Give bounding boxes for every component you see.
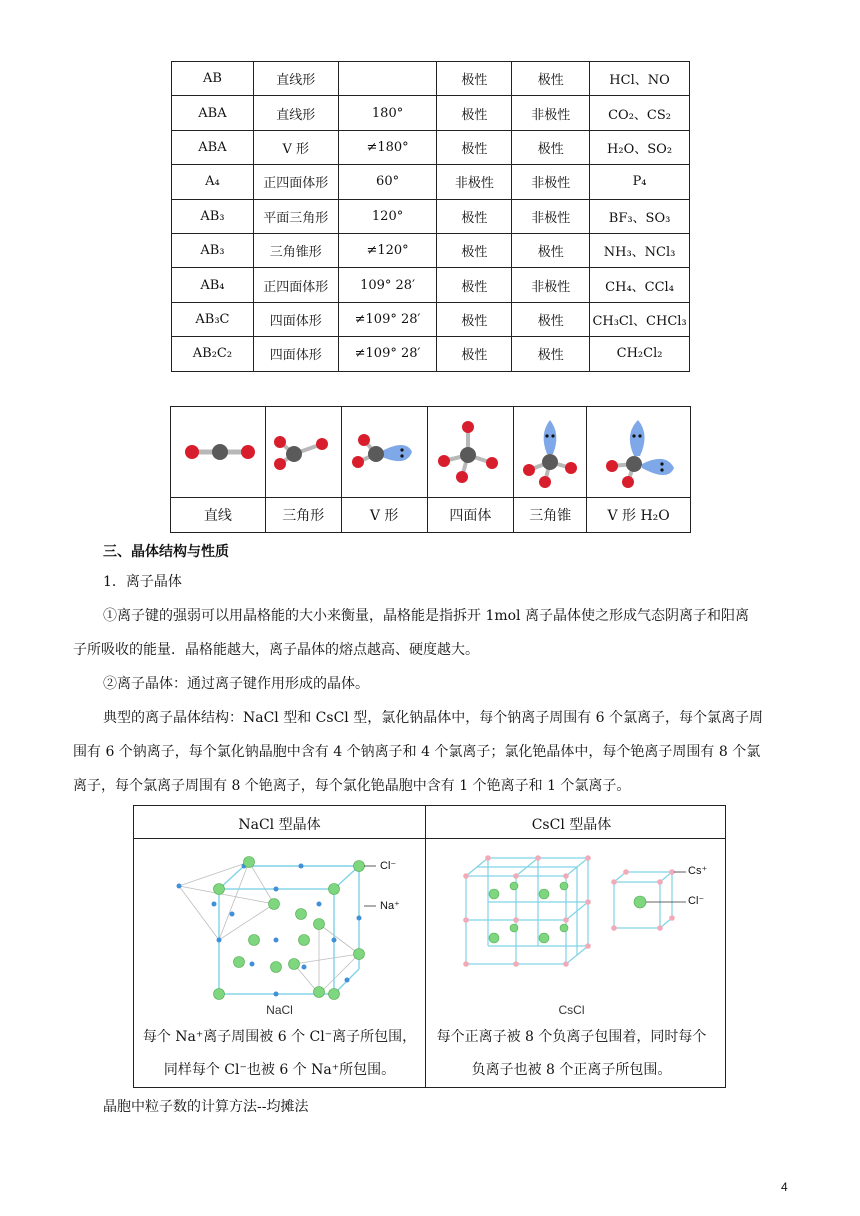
cell-examples: CO₂、CS₂ (590, 96, 690, 130)
cell-bond-angle: 120° (338, 199, 437, 233)
cscl-caption: CsCl (558, 1003, 585, 1017)
cell-geometry: 直线形 (253, 62, 338, 96)
cell-examples: BF₃、SO₃ (590, 199, 690, 233)
cell-formula-type: AB (172, 62, 254, 96)
paragraph-line: ②离子晶体：通过离子键作用形成的晶体。 (103, 676, 369, 692)
table-row (172, 165, 690, 199)
crystal-structure-table (133, 805, 726, 1088)
cell-bond-angle (338, 62, 437, 96)
cscl-description-line: 负离子也被 8 个正离子所包围。 (471, 1062, 672, 1078)
cell-molecule-polarity: 非极性 (512, 268, 590, 302)
nacl-description-line: 每个 Na⁺离子周围被 6 个 Cl⁻离子所包围， (142, 1029, 417, 1045)
table-row (172, 130, 690, 164)
cell-bond-angle: ≠120° (338, 233, 437, 267)
cell-bond-polarity: 极性 (437, 130, 512, 164)
cscl-lattice-diagram (454, 846, 714, 976)
nacl-cl-label: Cl⁻ (380, 860, 397, 872)
molecule-geometry-table (171, 61, 690, 372)
paragraph-line: 离子，每个氯离子周围有 8 个铯离子，每个氯化铯晶胞中含有 1 个铯离子和 1 个氯离子。 (73, 778, 631, 794)
cscl-description-line: 每个正离子被 8 个负离子包围着，同时每个 (436, 1029, 707, 1045)
shape-label-tetrahedral: 四面体 (427, 498, 514, 533)
shape-label-pyramid: 三角锥 (514, 498, 587, 533)
cell-formula-type: AB₄ (172, 268, 254, 302)
cell-geometry: 平面三角形 (253, 199, 338, 233)
cell-bond-angle: ≠109° 28′ (338, 337, 437, 371)
trigonal-planar-diagram (268, 422, 338, 482)
cell-bond-angle: 60° (338, 165, 437, 199)
cell-bond-angle: ≠180° (338, 130, 437, 164)
cell-examples: CH₃Cl、CHCl₃ (590, 302, 690, 336)
table-row (172, 268, 690, 302)
table-row (172, 62, 690, 96)
cell-molecule-polarity: 非极性 (512, 165, 590, 199)
cell-formula-type: AB₃C (172, 302, 254, 336)
linear-molecule-diagram (176, 422, 260, 482)
molecular-shape-table (170, 406, 691, 533)
cell-examples: H₂O、SO₂ (590, 130, 690, 164)
cell-bond-angle: 109° 28′ (338, 268, 437, 302)
shape-label-linear: 直线 (171, 498, 266, 533)
cell-geometry: 三角锥形 (253, 233, 338, 267)
cell-molecule-polarity: 极性 (512, 302, 590, 336)
cell-bond-polarity: 极性 (437, 233, 512, 267)
cell-bond-polarity: 极性 (437, 199, 512, 233)
cell-geometry: 四面体形 (253, 337, 338, 371)
section-heading: 三、晶体结构与性质 (103, 544, 229, 560)
cell-bond-polarity: 极性 (437, 62, 512, 96)
cell-bond-polarity: 极性 (437, 96, 512, 130)
table-row (172, 337, 690, 371)
trigonal-pyramid-shape-cell (514, 407, 587, 498)
cell-formula-type: AB₃ (172, 233, 254, 267)
cell-bond-angle: ≠109° 28′ (338, 302, 437, 336)
shape-label-v: V 形 (341, 498, 427, 533)
table-row (172, 302, 690, 336)
trigonal-pyramid-diagram (517, 412, 583, 492)
cell-molecule-polarity: 极性 (512, 337, 590, 371)
cell-geometry: V 形 (253, 130, 338, 164)
paragraph-line: 子所吸收的能量．晶格能越大，离子晶体的熔点越高、硬度越大。 (73, 642, 479, 658)
cell-examples: HCl、NO (590, 62, 690, 96)
cell-formula-type: AB₂C₂ (172, 337, 254, 371)
trigonal-shape-cell (265, 407, 341, 498)
shape-label-trigonal: 三角形 (265, 498, 341, 533)
cell-bond-angle: 180° (338, 96, 437, 130)
v-shape-cell (341, 407, 427, 498)
cell-geometry: 四面体形 (253, 302, 338, 336)
subsection-title: 1．离子晶体 (103, 574, 182, 590)
cell-bond-polarity: 极性 (437, 268, 512, 302)
cell-molecule-polarity: 极性 (512, 233, 590, 267)
linear-shape-cell (171, 407, 266, 498)
cell-molecule-polarity: 非极性 (512, 96, 590, 130)
cell-formula-type: ABA (172, 130, 254, 164)
paragraph-line: 围有 6 个钠离子，每个氯化钠晶胞中含有 4 个钠离子和 4 个氯离子；氯化铯晶体中，每个铯离子周围有 8 个氯 (73, 744, 761, 760)
nacl-lattice-diagram (164, 844, 414, 1004)
footer-paragraph: 晶胞中粒子数的计算方法--均摊法 (103, 1099, 309, 1115)
nacl-header: NaCl 型晶体 (238, 817, 321, 833)
cscl-cs-label: Cs⁺ (688, 865, 708, 877)
table-row (172, 199, 690, 233)
v-shape-lonepair-diagram (346, 422, 422, 482)
nacl-na-label: Na⁺ (380, 900, 400, 912)
cell-geometry: 正四面体形 (253, 268, 338, 302)
cscl-cl-label: Cl⁻ (688, 895, 705, 907)
cell-examples: CH₂Cl₂ (590, 337, 690, 371)
paragraph-line: ①离子键的强弱可以用晶格能的大小来衡量，晶格能是指拆开 1mol 离子晶体使之形成气态阴离子和阳离 (103, 608, 749, 624)
cell-examples: P₄ (590, 165, 690, 199)
page-number: 4 (781, 1180, 788, 1194)
v-shape-water-cell (587, 407, 691, 498)
cell-bond-polarity: 极性 (437, 302, 512, 336)
water-v-shape-diagram (594, 412, 684, 492)
cell-formula-type: AB₃ (172, 199, 254, 233)
nacl-description-line: 同样每个 Cl⁻也被 6 个 Na⁺所包围。 (163, 1062, 396, 1078)
cell-examples: NH₃、NCl₃ (590, 233, 690, 267)
shape-label-v-water: V 形 H₂O (587, 498, 691, 533)
paragraph-line: 典型的离子晶体结构：NaCl 型和 CsCl 型，氯化钠晶体中，每个钠离子周围有 6 个氯离子，每个氯离子周 (103, 710, 764, 726)
cell-bond-polarity: 非极性 (437, 165, 512, 199)
cell-molecule-polarity: 非极性 (512, 199, 590, 233)
cell-examples: CH₄、CCl₄ (590, 268, 690, 302)
cell-formula-type: A₄ (172, 165, 254, 199)
cell-molecule-polarity: 极性 (512, 62, 590, 96)
table-row (172, 233, 690, 267)
nacl-caption: NaCl (266, 1003, 293, 1017)
tetrahedral-diagram (432, 417, 508, 487)
table-row (172, 96, 690, 130)
cell-formula-type: ABA (172, 96, 254, 130)
cell-geometry: 直线形 (253, 96, 338, 130)
cell-geometry: 正四面体形 (253, 165, 338, 199)
cscl-header: CsCl 型晶体 (531, 817, 612, 833)
cell-molecule-polarity: 极性 (512, 130, 590, 164)
tetrahedral-shape-cell (427, 407, 514, 498)
cell-bond-polarity: 极性 (437, 337, 512, 371)
